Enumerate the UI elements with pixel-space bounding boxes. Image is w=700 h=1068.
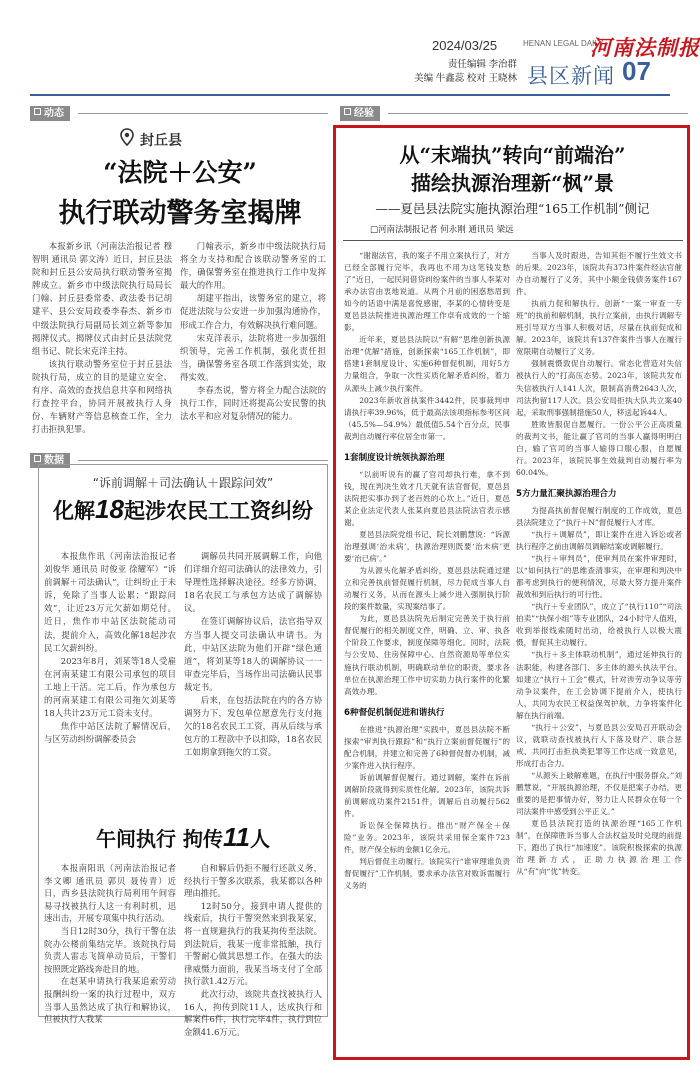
paragraph: 诉讼保全保障执行。推出“财产保全＋保险”业务。2023年，该院共采用保全案件723件，财产保全标的金额1亿余元。: [344, 821, 510, 855]
paragraph: 诉前调解督促履行。通过调解，案件在诉前调解阶段就得到实质性化解。2023年，该院共诉前调解成功案件2151件，调解后自动履行562件。: [344, 772, 510, 818]
paragraph: “执行＋公安”，与夏邑县公安局召开联动会议，就联动查找被执行人下落及财产、联合惩戒、共同打击拒执类犯罪等工作达成一致意见，形成打击合力。: [516, 722, 682, 768]
paragraph: 焦作中站区法院了解情况后，与区劳动纠纷调解委员会: [44, 721, 176, 745]
feature-title-line-2: 描绘执源治理新“枫”景: [410, 171, 614, 195]
issue-date: 2024/03/25: [432, 38, 498, 53]
story-headline: [40, 494, 326, 525]
paragraph: 该执行联动警务室位于封丘县法院执行局，成立的目的是建立安全、有序、高效的查找信息共享和网络执行查控平台，协同开展被执行人身份、车辆财产等信息核查工作，全力打击拒执犯罪。: [32, 358, 172, 435]
paragraph: 本报焦作讯（河南法治报记者 刘俊华 通讯员 时俊亚 徐耀军）“诉前调解＋司法确认”，让纠纷止于未诉，免除了当事人讼累；“跟踪问效”，让近23万元欠薪如期兑付。近日，焦作市中站区法院能动司法，提前介入，高效化解18起涉农民工欠薪纠纷。: [44, 551, 176, 653]
paragraph: 李春杰说，警方将全力配合法院的执行工作，同时还将提高公安民警的执法水平和应对复杂情况的能力。: [180, 385, 326, 422]
section-heading: 1套制度设计统领执源治理: [344, 452, 445, 463]
paragraph: 自和解后仍拒不履行还款义务，经执行干警多次联系，我某都以各种理由推托。: [184, 863, 322, 899]
paragraph: 调解员共同开展调解工作，向他们详细介绍司法确认的法律效力，引导理性选择解决途径。经多方协调，18名农民工与承包方达成了调解协议。: [184, 551, 322, 614]
story-headline: [40, 822, 326, 853]
paper-name-en: HENAN LEGAL DAILY: [523, 39, 604, 48]
paragraph: 为提高执前督促履行制度的工作成效，夏邑县法院建立了“执行＋N”督促履行人才库。: [516, 505, 682, 527]
paragraph: 胡建平指出，该警务室的建立，将促进法院与公安进一步加强沟通协作，形成工作合力，有效解决执行难问题。: [180, 293, 326, 330]
paragraph: 在推进“执源治理”实践中，夏邑县法院不断探索“审判执行跟踪”和“执行立案前督促履行”的配合机制，并建立和完善了6种督促督办机制，减少案件进入执行程序。: [344, 724, 510, 770]
section-heading: 6种督促机制促进和谐执行: [344, 707, 445, 718]
story-column: [184, 862, 322, 1038]
paragraph: 门翰表示，新乡市中级法院执行局将全力支持和配合该联动警务室的工作，确保警务室在推进执行工作中发挥最大的作用。: [180, 241, 326, 291]
story-column: [44, 862, 176, 1026]
paragraph: 为从源头化解矛盾纠纷，夏邑县法院通过建立和完善执前督促履行机制，尽力促成当事人自动履行义务，从而在源头上减少进入强制执行阶段的案件数量，实现案结事了。: [344, 566, 510, 612]
paragraph: 在赵某申请执行我某追索劳动报酬纠纷一案的执行过程中，双方当事人虽然达成了执行和解协议，但被执行人我某: [44, 976, 176, 1025]
section-tag-rule: [388, 113, 688, 114]
section-tag-rule: [78, 460, 328, 461]
masthead: [0, 0, 700, 100]
headline-text: 午间执行 拘传: [96, 827, 223, 851]
headline-text: 化解: [53, 498, 96, 523]
editor-line-2: 美编 牛鑫蕊 校对 王晓林: [414, 73, 517, 84]
paragraph: 当事人及时跟进，告知其拒不履行生效文书的后果。2023年，该院共有373件案件经法官催办自动履行了义务，其中小额金钱债务案件167件。: [516, 251, 682, 297]
headline-text: 人: [249, 827, 270, 851]
story-column: [184, 550, 322, 760]
paragraph: 胜败皆服促自愿履行。一份公平公正高质量的裁判文书，能让赢了官司的当事人赢得明明白白，输了官司的当事人输得口服心服，自愿履行。2023年，该院民事生效裁判自动履行率为60.04%。: [516, 419, 682, 477]
editor-line-1: 责任编辑 李治群: [447, 59, 517, 70]
paragraph: “执行＋审判员”，使审判员在案件审理时，以“如何执行”的思维查清事实，在审理和判决中都考虑到执行的便利情况，尽最大努力提升案件裁效和到后执行的可行性。: [516, 554, 682, 600]
section-heading: 5方力量汇聚执源治理合力: [516, 488, 617, 499]
feature-title-line-1: 从“末端执”转向“前端治”: [399, 143, 626, 167]
story-location: 封丘县: [140, 133, 182, 149]
feature-column: [516, 250, 682, 878]
paragraph: 本报新乡讯（河南法治报记者 穆智明 通讯员 郭文涛）近日，封丘县法院和封丘县公安局执行联动警务室揭牌成立。新乡市中级法院执行局局长门翰、封丘县委常委、政法委书记胡建平、县公安局政委李春杰、新乡市中级法院执行局副局长刘立新等参加揭牌仪式。揭牌仪式由封丘县法院党组书记、院长宋克洋主持。: [32, 241, 172, 356]
paragraph: “执行＋调解员”，即让案件在进入诉讼或者执行程序之前由调解员调解结案或调解履行。: [516, 529, 682, 552]
paragraph: 此次行动，该院共查找被执行人16人，拘传到院11人，达成执行和解案件6件，执行完毕4件，执行到位金额41.6万元。: [184, 988, 322, 1037]
paragraph: 执前力促和解执行。创新“一案一审查一专班”的执前和解机制，执行立案前，由执行调解专班引导双方当事人积极对话，尽量在执前促成和解。2023年，该院共有137件案件当事人在履行宽限期自动履行了义务。: [516, 299, 682, 357]
paragraph: 近年来，夏邑县法院以“有解”思维创新执源治理“优解”措施，创新探索“165工作机制”，即搭建1套制度设计、实施6种督促机制，用好5方力量组合，争取一次性实质化解矛盾纠纷，着力从源头上减少执行案件。: [344, 335, 510, 393]
paragraph: “执行＋专业团队”，成立了“执行110”“司法拍卖”“执保小组”等专业团队，24小时守人值班，收到举报线索随时出动，给被执行人以极大震慑，督促其主动履行。: [516, 602, 682, 648]
story-headline-line-1: “法院＋公安”: [103, 158, 257, 187]
paragraph: “以前听说有的赢了官司却执行难，拿不到钱，现在判决生效才几天就有法官督促，夏邑县法院把实事办到了老百姓的心坎上。”近日，夏邑某企业法定代表人张某向夏邑县法院法官表示感谢。: [344, 469, 510, 527]
paragraph: 当日12时30分，执行干警在法院办公楼前集结完毕。该院执行局负责人雷志飞简单动员后，干警们按照既定路线奔赴目的地。: [44, 925, 176, 974]
headline-number: 11: [222, 822, 250, 852]
paragraph: 本报南阳讯（河南法治报记者 李文卿 通讯员 郭贝 聂传青）近日，西乡县法院执行局利用午间容易寻找被执行人这一有利时机，迅速出击，开展专项集中执行活动。: [44, 863, 176, 924]
masthead-rule: [30, 94, 670, 96]
location-pin-icon: [120, 128, 134, 146]
story-headline-line-2: 执行联动警务室揭牌: [58, 198, 302, 229]
paragraph: 2023年新收首执案件3442件，民事裁判申请执行率39.96%，低于最高法该项指标参考区间（45.5%—54.9%）最低值5.54个百分点，民事裁判自动履行率位居全市第一。: [344, 395, 510, 441]
paragraph: “从源头上破解难题，在执行中服务群众。”刘鹏慧说，“开展执源治理，不仅是把案子办结，更重要的是把事情办好，努力让人民群众在每一个司法案件中感受到公平正义。”: [516, 770, 682, 817]
paragraph: 2023年8月，刘某等18人受雇在河南某建工有限公司承包的项目工地上干活。完工后，作为承包方的河南某建工有限公司拖欠刘某等18人共计23万元工资未支付。: [44, 655, 176, 719]
feature-subtitle: ——夏邑县法院实施执源治理“165工作机制”侧记: [375, 201, 650, 216]
feature-column: [344, 250, 510, 892]
paragraph: 为此，夏邑县法院先后制定完善关于执行前督促履行的相关制度文件，明确、立、审、执各个阶段工作要求，制度保障等细化。同时，法院与公安局、住房保障中心、自然资源局等单位实施执行联动机制，明确联动单位的职责，要求各单位在执源治理工作中切实助力执行案件的化繁高效办理。: [344, 614, 510, 696]
paragraph: 在签订调解协议后，法官指导双方当事人提交司法确认申请书。为此，中站区法院为他们开辟“绿色通道”，将刘某等18人的调解协议一一审查完毕后，当场作出司法确认民事裁定书。: [184, 616, 322, 692]
paragraph: 判后督促主动履行。该院实行“谁审理谁负责督促履行”工作机制，要求承办法官对败诉需履行义务的: [344, 857, 510, 891]
feature-divider: [343, 240, 683, 241]
paragraph: 宋克洋表示，法院将进一步加强组织领导，完善工作机制，强化责任担当，确保警务室各项工作落到实处，取得实效。: [180, 332, 326, 382]
paragraph: 夏邑县法院打造的执源治理“165工作机制”，在保障胜诉当事人合法权益及时兑现的前提下，跑出了执行“加速度”。该院积极探索的执源治理新方式，正助力执源治理工作从“有”向“优”转变。: [516, 819, 682, 877]
paragraph: 后来，在包括法院在内的各方协调努力下，发包单位愿意先行支付拖欠的18名农民工工资，再从后续与承包方的工程款中予以扣除，18名农民工如期拿到拖欠的工资。: [184, 695, 322, 758]
story-column: [32, 240, 172, 436]
headline-text: 起涉农民工工资纠纷: [123, 498, 313, 523]
section-tag-dongtai: 动态: [30, 106, 70, 121]
headline-number: 18: [95, 494, 124, 524]
paragraph: 12时50分，接到申请人提供的线索后，执行干警突然来到我某家，将一直规避执行的我某拘传至法院。到法院后，我某一度非常抵触，执行干警耐心做其思想工作。在强大的法律威慑力面前，我某当场支付了全部执行款1.42万元。: [184, 900, 322, 987]
newspaper-logo: 河南法制报: [590, 35, 700, 60]
story-column: [180, 240, 326, 423]
paragraph: 强制震慑敦促自动履行。常态化营造对失信被执行人的“打高压态势。2023年，该院共发布失信被执行人141人次，限制高消费2643人次，司法拘留117人次。县公安局拒执大队共立案40起，采取刑事强制措施50人，移送起诉44人。: [516, 359, 682, 417]
story-subtitle: “诉前调解＋司法确认＋跟踪问效”: [92, 476, 274, 490]
page-number: 07: [622, 56, 651, 86]
paragraph: 夏邑县法院党组书记、院长刘鹏慧说：“诉源治理强调‘治未病’，执源治理则既要‘治未病’更要‘治已病’。”: [344, 529, 510, 564]
paragraph: “谢谢法官，我的案子不用立案执行了，对方已经全部履行完毕，我再也不用为这笔钱发愁了”近日，一起民间借贷纠纷案件的当事人李某对承办法官由衷地说道。从两个月前的困惑愁眉到如今的话语中满是喜悦感谢，李某的心情转变是夏邑县法院推进执源治理工作卓有成效的一个缩影。: [344, 251, 510, 333]
feature-byline: □河南法制报记者 何永刚 通讯员 梁远: [370, 225, 514, 235]
section-name: 县区新闻: [527, 64, 615, 88]
section-tag-shuju: 数据: [30, 453, 70, 468]
story-column: [44, 550, 176, 746]
staff-credits: [395, 58, 517, 86]
section-tag-rule: [78, 113, 328, 114]
paragraph: “执行＋多主体联动机制”，通过延伸执行的法职能，构建各部门、多主体的源头执法平台。如建立“执行＋工会”模式，针对涉劳动争议等劳动争议案件，在工会协调下提前介入，使执行人，共同为农民工权益保驾护航，力争将案件化解在执行前端。: [516, 650, 682, 720]
section-tag-jingyan: 经验: [340, 106, 380, 121]
